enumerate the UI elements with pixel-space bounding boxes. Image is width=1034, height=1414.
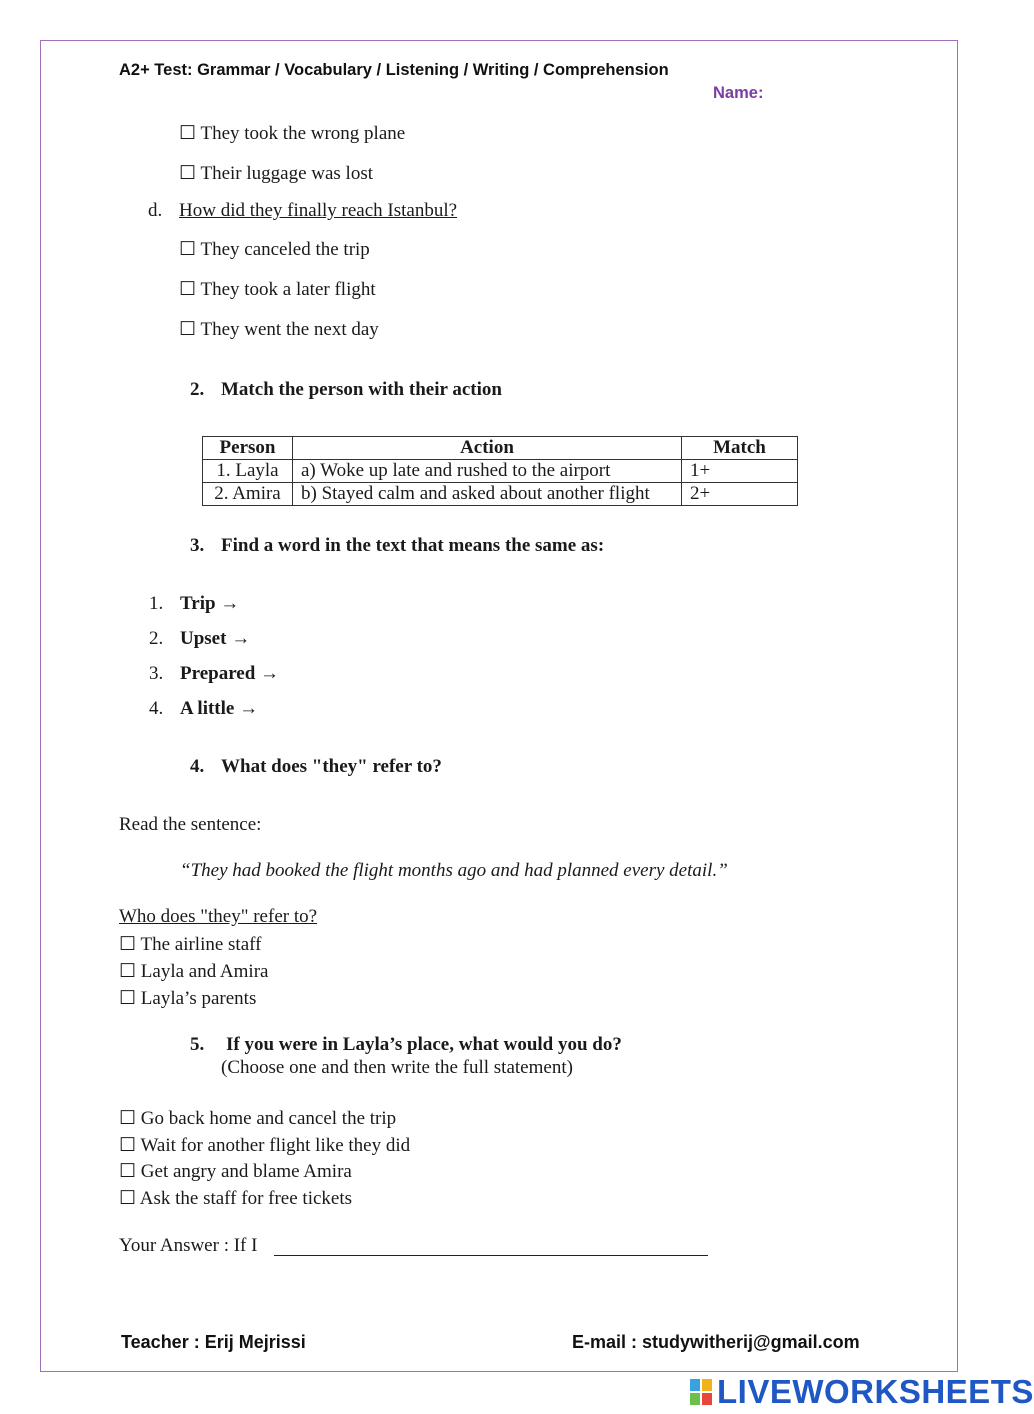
checkbox-icon[interactable]: ☐ (119, 934, 137, 955)
logo-text: LIVEWORKSHEETS (717, 1373, 1034, 1410)
checkbox-icon[interactable]: ☐ (119, 1161, 137, 1182)
vocab-item-number: 2. (149, 628, 164, 649)
answer-input-line[interactable] (274, 1255, 708, 1256)
instruction-text: Read the sentence: (119, 814, 262, 835)
teacher-name: Teacher : Erij Mejrissi (121, 1332, 306, 1352)
vocab-item: Upset → (180, 628, 251, 649)
teacher-email: E-mail : studywitherij@gmail.com (572, 1332, 860, 1352)
section-3-title: Find a word in the text that means the same as: (221, 535, 605, 556)
table-row (203, 460, 798, 483)
quoted-sentence: “They had booked the flight months ago and had planned every detail.” (180, 860, 728, 881)
checkbox-icon[interactable]: ☐ (179, 123, 197, 144)
checkbox-icon[interactable]: ☐ (179, 319, 197, 340)
checkbox-icon[interactable]: ☐ (119, 988, 137, 1009)
option-4-1[interactable]: ☐ The airline staff (119, 934, 262, 955)
option-c-2[interactable]: ☐ Their luggage was lost (179, 163, 374, 184)
liveworksheets-logo (689, 1372, 1034, 1412)
checkbox-icon[interactable]: ☐ (179, 239, 197, 260)
option-c-1[interactable]: ☐ They took the wrong plane (179, 123, 406, 144)
checkbox-icon[interactable]: ☐ (179, 163, 197, 184)
section-2-number: 2. (190, 379, 205, 400)
checkbox-icon[interactable]: ☐ (179, 279, 197, 300)
vocab-item-number: 4. (149, 698, 164, 719)
question-d-text: How did they finally reach Istanbul? (179, 200, 458, 221)
option-4-3[interactable]: ☐ Layla’s parents (119, 988, 257, 1009)
action-cell: b) Stayed calm and asked about another flight (293, 483, 682, 506)
option-5-1[interactable]: ☐ Go back home and cancel the trip (119, 1108, 397, 1129)
option-5-3[interactable]: ☐ Get angry and blame Amira (119, 1161, 352, 1182)
option-4-2[interactable]: ☐ Layla and Amira (119, 961, 269, 982)
question-d-letter: d. (148, 200, 163, 221)
person-cell: 2. Amira (203, 483, 293, 506)
reference-question: Who does "they" refer to? (119, 906, 318, 927)
action-cell: a) Woke up late and rushed to the airport (293, 460, 682, 483)
match-table (202, 436, 798, 506)
header-action: Action (293, 437, 682, 460)
option-5-4[interactable]: ☐ Ask the staff for free tickets (119, 1188, 353, 1209)
vocab-item-number: 3. (149, 663, 164, 684)
table-row (203, 483, 798, 506)
test-title: A2+ Test: Grammar / Vocabulary / Listening / Writing / Comprehension (119, 61, 669, 79)
option-d-2[interactable]: ☐ They took a later flight (179, 279, 376, 300)
liveworksheets-logo-icon (689, 1378, 713, 1406)
section-5-number: 5. (190, 1034, 205, 1055)
section-5-subtitle: (Choose one and then write the full statement) (221, 1057, 573, 1078)
option-d-3[interactable]: ☐ They went the next day (179, 319, 379, 340)
header-match: Match (682, 437, 798, 460)
person-cell: 1. Layla (203, 460, 293, 483)
vocab-item: A little → (180, 698, 259, 719)
section-4-title: What does "they" refer to? (221, 756, 442, 777)
checkbox-icon[interactable]: ☐ (119, 961, 137, 982)
section-2-title: Match the person with their action (221, 379, 502, 400)
section-4-number: 4. (190, 756, 205, 777)
option-5-2[interactable]: ☐ Wait for another flight like they did (119, 1135, 411, 1156)
checkbox-icon[interactable]: ☐ (119, 1135, 137, 1156)
table-header-row (203, 437, 798, 460)
section-3-number: 3. (190, 535, 205, 556)
section-5-title: If you were in Layla’s place, what would you do? (226, 1034, 622, 1055)
vocab-item: Prepared → (180, 663, 280, 684)
match-answer-cell[interactable]: 1+ (682, 460, 798, 483)
header-person: Person (203, 437, 293, 460)
answer-label: Your Answer : If I (119, 1235, 258, 1256)
vocab-item: Trip → (180, 593, 240, 614)
match-answer-cell[interactable]: 2+ (682, 483, 798, 506)
checkbox-icon[interactable]: ☐ (119, 1108, 137, 1129)
vocab-item-number: 1. (149, 593, 164, 614)
name-label: Name: (713, 84, 764, 102)
checkbox-icon[interactable]: ☐ (119, 1188, 137, 1209)
option-d-1[interactable]: ☐ They canceled the trip (179, 239, 370, 260)
